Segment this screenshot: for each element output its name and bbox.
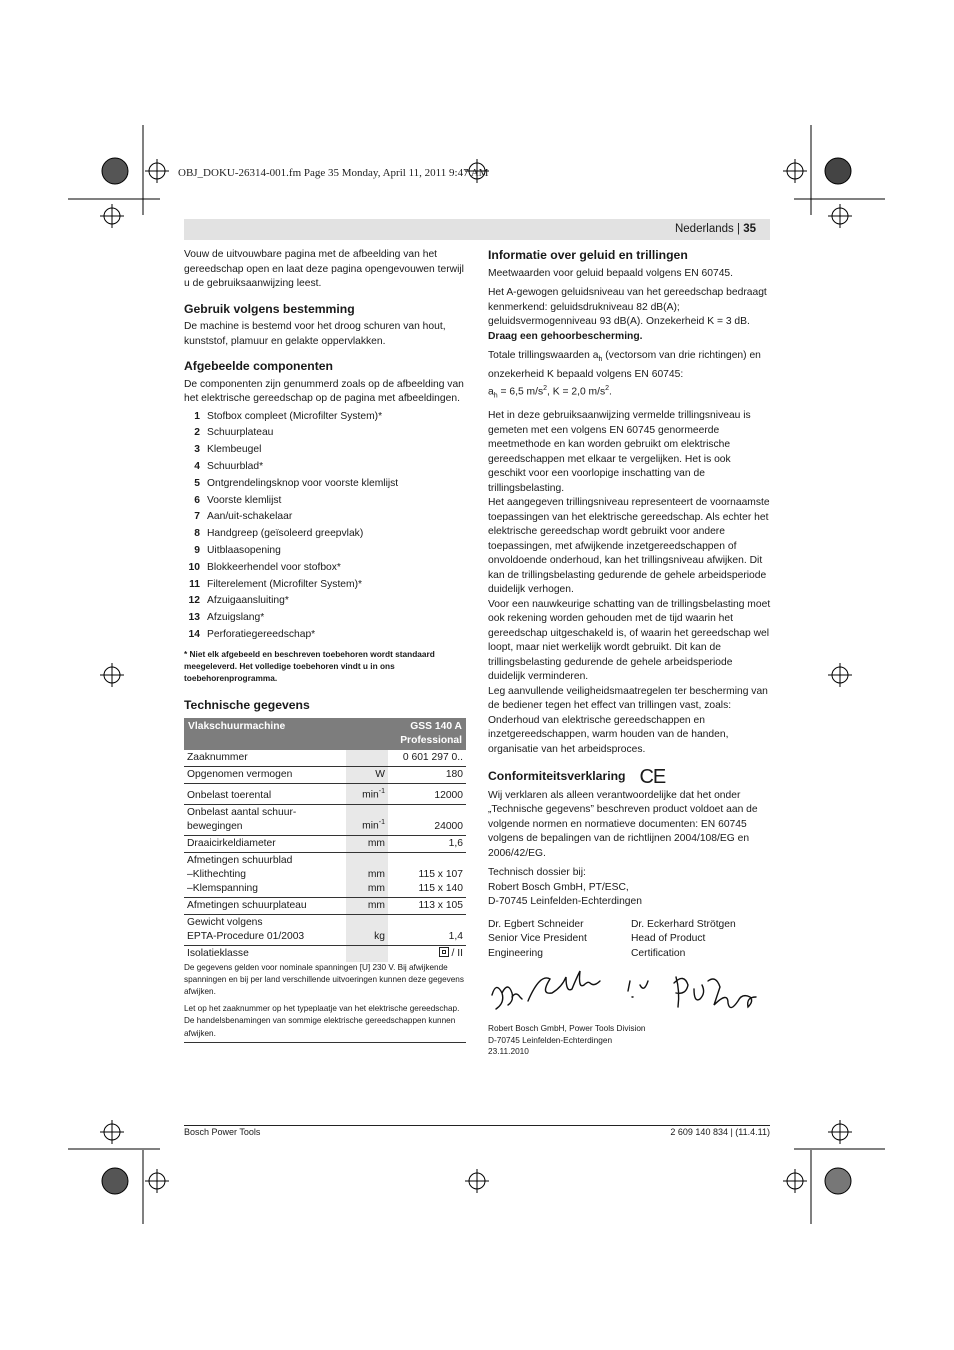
- spec-value: 115 x 107 115 x 140: [388, 852, 466, 897]
- table-row: [184, 914, 466, 945]
- page-header: [184, 219, 770, 240]
- list-item-number: 13: [188, 612, 200, 624]
- list-item: [184, 459, 466, 476]
- page-number: 35: [743, 223, 756, 235]
- dossier-line-1: Technisch dossier bij:: [488, 867, 586, 879]
- print-info: OBJ_DOKU-26314-001.fm Page 35 Monday, April 11, 2011 9:47 AM: [178, 167, 489, 179]
- list-item-number: 7: [194, 511, 200, 523]
- list-item-label: Perforatiegereedschap*: [207, 629, 316, 640]
- spec-unit: mm: [346, 897, 388, 914]
- table-row: [184, 945, 466, 962]
- footer-doc-number: 2 609 140 834 | (11.4.11): [670, 1127, 770, 1137]
- list-item-label: Filterelement (Microfilter System)*: [207, 578, 363, 590]
- list-item-label: Blokkeerhendel voor stofbox*: [207, 561, 341, 573]
- signatory-right-title: Head of Product: [631, 933, 706, 945]
- spec-unit: mm: [346, 835, 388, 852]
- dossier-line-2: Robert Bosch GmbH, PT/ESC,: [488, 881, 629, 893]
- list-item: [184, 409, 466, 426]
- components-text: De componenten zijn genummerd zoals op de afbeelding van het elektrische gereedschap op de pagina met afbeeldingen.: [184, 378, 464, 404]
- noise-values: Het A-gewogen geluidsniveau van het gereedschap bedraagt kenmerkend: geluidsdrukniveau 82 dB(A); geluidsvermogenniveau 93 dB(A). Onzekerheid K = 3 dB.: [488, 287, 767, 327]
- signatory-left-title: Senior Vice President: [488, 933, 587, 945]
- spec-value: 113 x 105: [388, 897, 466, 914]
- vibration-text-1: Het in deze gebruiksaanwijzing vermelde trillingsniveau is gemeten met een volgens EN 60745 genormeerde meetmethode en kan worden gebruikt om elektrische gereedschappen met elkaar te vergelijken. Het is ook geschikt voor een voorlopige inschatting van de trillingsbelasting.: [488, 410, 751, 494]
- dossier: [488, 866, 771, 910]
- use-text: De machine is bestemd voor het droog schuren van hout, kunststof, plamuur en gelakte oppervlakken.: [184, 321, 446, 347]
- list-item-number: 4: [194, 461, 200, 473]
- spec-value: 1,4: [388, 914, 466, 945]
- signatories: [488, 918, 771, 962]
- list-item-number: 2: [194, 427, 200, 439]
- spec-value: 180: [388, 767, 466, 784]
- spec-table: [184, 718, 466, 961]
- signatory-right-name: Dr. Eckerhard Strötgen: [631, 918, 736, 930]
- list-item-number: 3: [194, 444, 200, 456]
- table-row: [184, 897, 466, 914]
- list-item-label: Ontgrendelingsknop voor voorste klemlijst: [207, 477, 399, 489]
- list-item-number: 6: [194, 494, 200, 506]
- table-end-rule: [184, 1042, 466, 1043]
- footer-rule: [184, 1125, 770, 1126]
- list-item-number: 11: [189, 578, 200, 590]
- signatory-left-dept: Engineering: [488, 947, 543, 959]
- spec-unit: kg: [346, 914, 388, 945]
- spec-label: Draaicirkeldiameter: [184, 835, 346, 852]
- spec-label: Afmetingen schuurplateau: [184, 897, 346, 914]
- signatures-image: [488, 967, 771, 1019]
- list-item-label: Afzuigaansluiting*: [207, 595, 289, 607]
- list-item-number: 9: [194, 545, 200, 557]
- list-item: [184, 492, 466, 509]
- spec-unit: $\min^{-1}$: [346, 804, 388, 835]
- vibration-text-4: Leg aanvullende veiligheidsmaatregelen ter bescherming van de bediener tegen het effect van trillingen vast, zoals: Onderhoud van elektrische gereedschappen en inzetgereedschappen, warm houden van de handen, organisatie van het arbeidsproces.: [488, 685, 768, 755]
- spec-value: 24000: [388, 804, 466, 835]
- conformity-text: Wij verklaren als alleen verantwoordelijke dat het onder „Technische gegevens” beschreven product voldoet aan de volgende normen en normatieve documenten: EN 60745 volgens de bepalingen van de richtlijnen 2004/108/EG en 2006/42/EG.: [488, 789, 758, 859]
- vibration-text-2: Het aangegeven trillingsniveau representeert de voornaamste toepassingen van het elektrische gereedschap. Als echter het elektrische gereedschap wordt gebruikt voor andere toepassingen, met afwijkende inzetgereedschappen of onvoldoende onderhoud, kan het trillingsniveau afwijken. Dit kan de trillingsbelasting gedurende de gehele arbeidsperiode duidelijk verhogen.: [488, 497, 770, 596]
- list-item: [184, 627, 466, 644]
- spec-value: / II: [388, 945, 466, 962]
- spec-value: 0 601 297 0..: [388, 750, 466, 767]
- signatory-right: [631, 918, 771, 962]
- list-item-number: 12: [188, 595, 200, 607]
- spec-unit: [346, 750, 388, 767]
- list-item: [184, 543, 466, 560]
- noise-intro: Meetwaarden voor geluid bepaald volgens EN 60745.: [488, 267, 734, 279]
- ce-mark-icon: CE: [639, 766, 666, 789]
- vibration-intro: Totale trillingswaarden $a_h$ (vectorsom van drie richtingen) en onzekerheid K bepaald volgens EN 60745:: [488, 350, 761, 380]
- table-note-voltage: De gegevens gelden voor nominale spanningen [U] 230 V. Bij afwijkende spanningen en bij per land verschillende uitvoeringen kunnen deze gegevens afwijken.: [184, 962, 464, 996]
- intro-text: Vouw de uitvouwbare pagina met de afbeelding van het gereedschap open en laat deze pagina opengevouwen terwijl u de gebruiksaanwijzing leest.: [184, 249, 464, 289]
- spec-value: 12000: [388, 784, 466, 804]
- list-item-label: Uitblaasopening: [207, 545, 281, 557]
- company-line-1: Robert Bosch GmbH, Power Tools Division: [488, 1023, 646, 1034]
- list-item: [184, 610, 466, 627]
- list-item-label: Schuurblad*: [207, 461, 264, 473]
- spec-label: Isolatieklasse: [187, 947, 249, 959]
- spec-label: Onbelast aantal schuur- bewegingen: [184, 804, 346, 835]
- dossier-line-3: D-70745 Leinfelden-Echterdingen: [488, 896, 642, 908]
- spec-label: Gewicht volgens EPTA-Procedure 01/2003: [184, 914, 346, 945]
- signatory-left: [488, 918, 631, 962]
- vibration-values: $a_h = 6,5$ $m/s^2$, K = 2,0 $m/s^2$.: [488, 385, 612, 400]
- spec-unit: W: [346, 767, 388, 784]
- tech-heading: Technische gegevens: [184, 697, 310, 712]
- table-row: [184, 784, 466, 804]
- list-item-label: Stofbox compleet (Microfilter System)*: [207, 410, 383, 422]
- spec-label: Afmetingen schuurblad –Klithechting –Klemspanning: [184, 852, 346, 897]
- list-item-number: 10: [188, 561, 200, 573]
- conformity-title: Conformiteitsverklaring: [488, 769, 626, 784]
- signatory-left-name: Dr. Egbert Schneider: [488, 918, 584, 930]
- list-item: [184, 576, 466, 593]
- table-row: [184, 767, 466, 784]
- list-item-label: Handgreep (geïsoleerd greepvlak): [207, 528, 364, 540]
- list-item-label: Aan/uit-schakelaar: [207, 511, 293, 523]
- vibration-text-3: Voor een nauwkeurige schatting van de trillingsbelasting moet ook rekening worden gehouden met de tijd waarin het gereedschap uitgeschakeld is, of waarin het gereedschap wel loopt, maar niet werkelijk wordt gebruikt. Dit kan de trillingsbelasting gedurende de gehele arbeidsperiode duidelijk verminderen.: [488, 598, 771, 683]
- spec-unit: mm mm: [346, 852, 388, 897]
- list-item-number: 5: [194, 477, 200, 489]
- table-row: [184, 852, 466, 897]
- table-note-article: Let op het zaaknummer op het typeplaatje van het elektrische gereedschap. De handelsbenamingen van sommige elektrische gereedschappen kunnen afwijken.: [184, 1004, 460, 1038]
- header-language: Nederlands: [674, 223, 734, 235]
- components-heading: Afgebeelde componenten: [184, 359, 333, 373]
- spec-unit: $\min^{-1}$: [346, 784, 388, 804]
- list-item: [184, 560, 466, 577]
- list-item-number: 1: [194, 410, 200, 422]
- table-row: [184, 750, 466, 767]
- declaration-date: 23.11.2010: [488, 1046, 529, 1057]
- protection-class-icon: [439, 947, 449, 957]
- list-item-label: Afzuigslang*: [207, 612, 265, 624]
- list-item: [184, 526, 466, 543]
- list-item: [184, 593, 466, 610]
- noise-heading: Informatie over geluid en trillingen: [488, 248, 688, 262]
- accessories-footnote: * Niet elk afgebeeld en beschreven toebehoren wordt standaard meegeleverd. Het volledige toebehoren vindt u in ons toebehorenprogramma.: [184, 648, 435, 683]
- conformity-heading: [488, 766, 771, 789]
- spec-label: Onbelast toerental: [184, 784, 346, 804]
- list-item-label: Schuurplateau: [207, 427, 274, 439]
- spec-head-professional: Professional: [400, 735, 462, 747]
- list-item-label: Klembeugel: [207, 444, 262, 456]
- spec-value: 1,6: [388, 835, 466, 852]
- spec-table-header: [184, 718, 466, 750]
- header-separator: |: [737, 223, 740, 235]
- list-item-number: 8: [194, 528, 200, 540]
- table-row: [184, 804, 466, 835]
- spec-head-model: GSS 140 A: [410, 721, 462, 733]
- list-item-number: 14: [188, 629, 200, 640]
- left-column: [184, 248, 466, 1043]
- spec-unit: [346, 945, 388, 962]
- spec-head-label: Vlakschuurmachine: [184, 718, 346, 750]
- components-list: [184, 409, 466, 644]
- signatory-right-dept: Certification: [631, 947, 686, 959]
- footer-brand: Bosch Power Tools: [184, 1127, 261, 1137]
- table-row: [184, 835, 466, 852]
- list-item: [184, 442, 466, 459]
- use-heading: Gebruik volgens bestemming: [184, 301, 355, 316]
- list-item: [184, 476, 466, 493]
- company-line-2: D-70745 Leinfelden-Echterdingen: [488, 1034, 613, 1045]
- company-block: [488, 1023, 771, 1058]
- list-item: [184, 425, 466, 442]
- list-item-label: Voorste klemlijst: [207, 494, 282, 506]
- right-column: [488, 248, 771, 1058]
- spec-label: Zaaknummer: [184, 750, 346, 767]
- spec-label: Opgenomen vermogen: [184, 767, 346, 784]
- list-item: [184, 509, 466, 526]
- hearing-protection: Draag een gehoorbescherming.: [488, 330, 643, 342]
